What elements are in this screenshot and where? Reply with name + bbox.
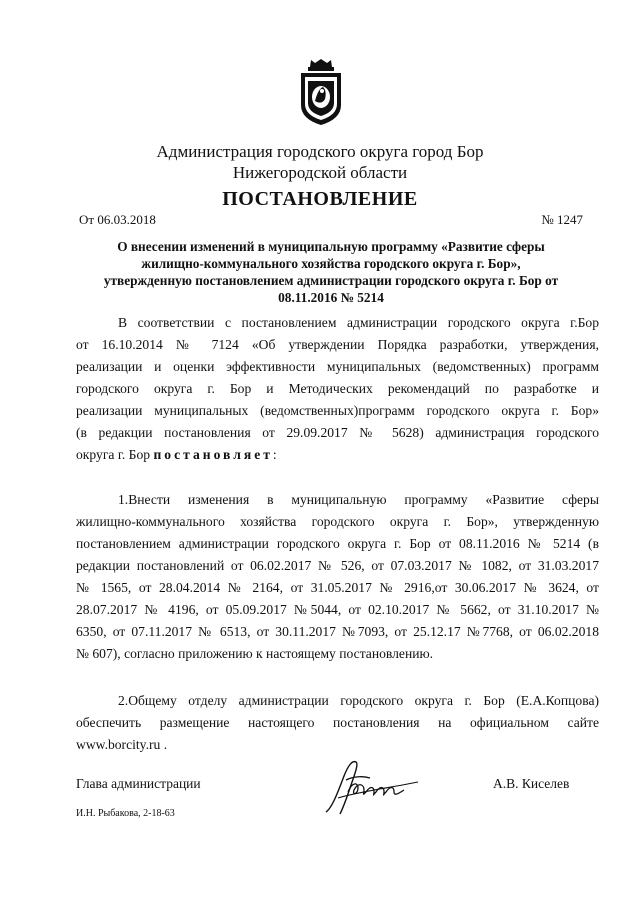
preamble-paragraph [76, 312, 599, 466]
text-line: реализации и оценки эффективности муниципальных (ведомственных) программ [76, 359, 599, 374]
signatory-name: А.В. Киселев [493, 776, 570, 791]
subject-line: жилищно-коммунального хозяйства городского округа г. Бор», [141, 256, 521, 271]
organization-region: Нижегородской области [232, 163, 408, 182]
text-line: 2.Общему отделу администрации городского округа г. Бор (Е.А.Копцова) [118, 693, 599, 708]
document-number: № 1247 [541, 212, 583, 227]
text-line: постановлением администрации городского округа г. Бор от 08.11.2016 № 5214 (в [76, 536, 599, 551]
text-line: 1.Внести изменения в муниципальную программу «Развитие сферы [118, 492, 599, 507]
subject-line: 08.11.2016 № 5214 [278, 290, 384, 305]
text-line: (в редакции постановления от 29.09.2017 № 5628) администрация городского [76, 425, 599, 440]
text-line: жилищно-коммунального хозяйства городского округа г. Бор», утвержденную [76, 514, 599, 529]
text-line: редакции постановлений от 06.02.2017 № 526, от 07.03.2017 № 1082, от 31.03.2017 [76, 558, 599, 573]
text-line: № 1565, от 28.04.2014 № 2164, от 31.05.2017 № 2916,от 30.06.2017 № 3624, от [76, 580, 599, 595]
handwritten-signature [318, 752, 428, 822]
item-1-paragraph [76, 489, 599, 665]
document-subject [72, 238, 590, 306]
text-line: 6350, от 07.11.2017 № 6513, от 30.11.2017 №7093, от 25.12.17 №7768, от 06.02.2018 [76, 624, 599, 639]
organization-name: Администрация городского округа город Бор [156, 142, 484, 161]
date-number-line [79, 212, 583, 228]
signatory-role: Глава администрации [76, 776, 201, 791]
text-line: реализации муниципальных (ведомственных)программ городского округа г. Бор» [76, 403, 599, 418]
subject-line: О внесении изменений в муниципальную программу «Развитие сферы [117, 239, 545, 254]
text-fragment: : [272, 447, 277, 462]
coat-of-arms-emblem [298, 57, 344, 127]
text-line: городского округа г. Бор и Методических рекомендаций по разработке и [76, 381, 599, 396]
document-date: От 06.03.2018 [79, 212, 156, 227]
text-line: 28.07.2017 № 4196, от 05.09.2017 №5044, от 02.10.2017 № 5662, от 31.10.2017 № [76, 602, 599, 617]
text-line: обеспечить размещение настоящего постановления на официальном сайте [76, 715, 599, 730]
document-type-title: ПОСТАНОВЛЕНИЕ [222, 188, 418, 210]
subject-line: утвержденную постановлением администрации городского округа г. Бор от [103, 273, 559, 288]
text-line: № 607), согласно приложению к настоящему постановлению. [76, 646, 434, 661]
item-2-paragraph [76, 690, 599, 756]
decree-word: постановляет [153, 447, 273, 462]
text-line [76, 444, 599, 466]
text-line: В соответствии с постановлением администрации городского округа г.Бор [118, 315, 599, 330]
website-link[interactable]: www.borcity.ru . [76, 737, 168, 752]
executor-contact: И.Н. Рыбакова, 2-18-63 [76, 808, 175, 819]
text-fragment: округа г. Бор [76, 447, 154, 462]
text-line: от 16.10.2014 № 7124 «Об утверждении Порядка разработки, утверждения, [76, 337, 599, 352]
